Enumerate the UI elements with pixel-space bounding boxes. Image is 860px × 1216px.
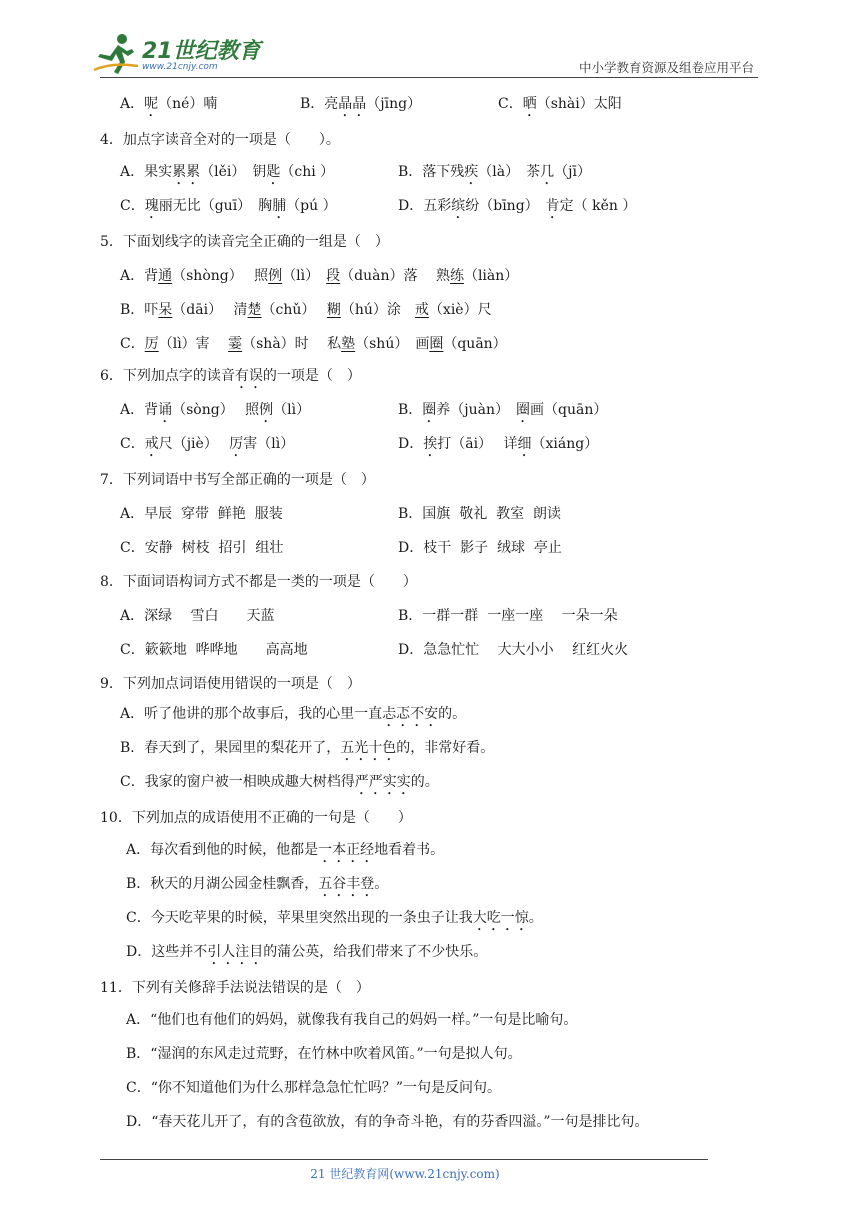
text-segment: B．落下残 — [398, 164, 465, 180]
text-line — [120, 197, 337, 222]
text-segment: A．果实 — [120, 164, 173, 180]
dotted-emphasis-text: 诵 — [158, 402, 173, 418]
dotted-emphasis-text: 缤 — [451, 198, 466, 214]
underlined-text: 糊 — [326, 302, 341, 318]
text-segment: C．簌簌地 哗哗地 高高地 — [120, 642, 308, 658]
dotted-emphasis-text: 晒 — [522, 96, 537, 112]
text-segment: 定（ kěn ） — [559, 198, 637, 214]
text-line — [126, 1045, 522, 1063]
text-segment: 尺（jiè） — [158, 436, 230, 452]
text-line — [126, 841, 444, 866]
text-line — [120, 739, 494, 764]
text-segment: 。 — [374, 876, 389, 892]
text-segment: D．这些并不 — [126, 944, 208, 960]
text-line — [398, 641, 628, 659]
text-line — [120, 267, 518, 285]
text-line — [120, 773, 439, 798]
text-segment: A．每次看到他的时候，他都是 — [126, 842, 319, 858]
text-line — [126, 909, 543, 934]
text-line — [120, 95, 217, 120]
text-segment: C．“你不知道他们为什么那样急急忙忙吗？”一句是反问句。 — [126, 1080, 502, 1096]
text-segment: （chi ） — [280, 164, 335, 180]
text-segment: D． — [398, 436, 424, 452]
text-segment: （lì）害 — [158, 336, 229, 352]
platform-title: 中小学教育资源及组卷应用平台 — [578, 60, 754, 75]
text-line — [120, 401, 310, 426]
text-line — [120, 539, 283, 557]
underlined-text: 例 — [268, 268, 283, 284]
dotted-emphasis-text: 瑰 — [144, 198, 159, 214]
text-segment: （sòng） 照 — [172, 402, 260, 418]
text-segment: A．“他们也有他们的妈妈，就像我有我自己的妈妈一样。”一句是比喻句。 — [126, 1012, 578, 1028]
underlined-text: 通 — [158, 268, 173, 284]
dotted-emphasis-text: 肯 — [545, 198, 560, 214]
text-segment: （dāi） 清 — [172, 302, 248, 318]
text-segment: 的蒲公英，给我们带来了不少快乐。 — [263, 944, 488, 960]
dotted-emphasis-text: 大吃一惊 — [472, 910, 529, 926]
text-line — [120, 435, 294, 460]
runner-logo-icon — [92, 32, 140, 76]
text-line — [126, 1011, 577, 1029]
text-segment: 11．下列有关修辞手法说法错误的是（ ） — [100, 980, 370, 996]
text-segment: A．背 — [120, 268, 159, 284]
text-segment: C． — [120, 436, 145, 452]
text-line — [100, 367, 361, 392]
dotted-emphasis-text: 引人注目 — [207, 944, 264, 960]
text-segment: （chǔ） — [261, 302, 327, 318]
text-segment: （lì） — [282, 268, 327, 284]
text-line — [398, 197, 636, 222]
text-segment: 打（āi） 详 — [437, 436, 518, 452]
text-segment: 纷（bīng） — [465, 198, 546, 214]
page-footer — [0, 1165, 860, 1182]
dotted-emphasis-text: 严严实实 — [354, 774, 411, 790]
text-segment: 害（lì） — [243, 436, 295, 452]
text-segment: （là） 茶 — [478, 164, 541, 180]
underlined-text: 练 — [449, 268, 464, 284]
text-segment: （shòng） 照 — [172, 268, 269, 284]
text-segment: （lěi） 钥 — [200, 164, 267, 180]
text-segment: 。 — [528, 910, 543, 926]
text-segment: （shú） 画 — [355, 336, 430, 352]
text-line — [126, 1113, 649, 1131]
text-line — [100, 471, 375, 489]
text-segment: A．深绿 雪白 天蓝 — [120, 608, 275, 624]
text-segment: （quān） — [443, 336, 507, 352]
underlined-text: 塾 — [341, 336, 356, 352]
text-segment: 丽无比（guī） 胸 — [158, 198, 273, 214]
text-segment: B．吓 — [120, 302, 159, 318]
text-segment: B．亮 — [300, 96, 339, 112]
text-segment: （lì） — [273, 402, 311, 418]
dotted-emphasis-text: 戒 — [144, 436, 159, 452]
text-segment: B．“湿润的东风走过荒野，在竹林中吹着风笛。”一句是拟人句。 — [126, 1046, 522, 1062]
underlined-text: 圈 — [429, 336, 444, 352]
text-segment: C．我家的窗户被一相映成趣大树档得 — [120, 774, 355, 790]
text-line — [100, 675, 361, 693]
text-segment: （jīng） — [366, 96, 422, 112]
text-line — [100, 809, 412, 827]
text-segment: D．急急忙忙 大大小小 红红火火 — [398, 642, 629, 658]
text-line — [120, 163, 334, 188]
text-line — [498, 95, 622, 120]
text-segment: （pú ） — [286, 198, 337, 214]
dotted-emphasis-text: 晶晶 — [338, 96, 367, 112]
text-segment: （shài）太阳 — [536, 96, 622, 112]
dotted-emphasis-text: 挨 — [423, 436, 438, 452]
underlined-text: 呆 — [158, 302, 173, 318]
text-segment: D．“春天花儿开了，有的含苞欲放，有的争奇斗艳，有的芬香四溢。”一句是排比句。 — [126, 1114, 649, 1130]
text-line — [120, 335, 507, 353]
footer-text: 21 世纪教育网(www.21cnjy.com) — [310, 1167, 500, 1181]
dotted-emphasis-text: 五谷丰登 — [318, 876, 375, 892]
text-segment: （né）喃 — [158, 96, 218, 112]
text-line — [120, 301, 492, 319]
text-segment: B．一群一群 一座一座 一朵一朵 — [398, 608, 618, 624]
text-segment: （xiè）尺 — [428, 302, 492, 318]
text-segment: B．国旗 敬礼 教室 朗读 — [398, 506, 561, 522]
text-line — [100, 131, 340, 149]
text-segment: C． — [120, 198, 145, 214]
text-segment: B．秋天的月湖公园金桂飘香， — [126, 876, 319, 892]
text-segment: A．早辰 穿带 鲜艳 服装 — [120, 506, 283, 522]
text-segment: 的一项是（ ） — [262, 368, 361, 384]
text-segment: 7．下列词语中书写全部正确的一项是（ ） — [100, 472, 375, 488]
text-segment: 的。 — [438, 706, 467, 722]
text-segment: C． — [120, 336, 145, 352]
text-line — [100, 573, 417, 591]
text-segment: （jī） — [554, 164, 591, 180]
dotted-emphasis-text: 疾 — [464, 164, 479, 180]
dotted-emphasis-text: 圈 — [422, 402, 437, 418]
dotted-emphasis-text: 脯 — [272, 198, 287, 214]
text-segment: A． — [120, 96, 145, 112]
dotted-emphasis-text: 几 — [540, 164, 555, 180]
dotted-emphasis-text: 有误 — [234, 368, 263, 384]
dotted-emphasis-text: 例 — [259, 402, 274, 418]
text-line — [126, 875, 388, 900]
dotted-emphasis-text: 匙 — [266, 164, 281, 180]
text-line — [120, 607, 275, 625]
dotted-emphasis-text: 一本正经 — [318, 842, 375, 858]
text-line — [398, 435, 598, 460]
logo-url: www.21cnjy.com — [142, 62, 218, 72]
text-line — [126, 1079, 501, 1097]
text-segment: C． — [498, 96, 523, 112]
text-segment: （duàn）落 熟 — [340, 268, 450, 284]
site-logo — [92, 32, 262, 80]
text-line — [398, 539, 562, 557]
dotted-emphasis-text: 呢 — [144, 96, 159, 112]
text-line — [398, 505, 561, 523]
text-line — [120, 641, 308, 659]
text-line — [100, 233, 389, 251]
text-segment: 的，非常好看。 — [396, 740, 495, 756]
underlined-text: 厉 — [144, 336, 159, 352]
page-header — [0, 0, 860, 80]
text-line — [126, 943, 487, 968]
text-segment: （hú）涂 — [340, 302, 415, 318]
underlined-text: 霎 — [228, 336, 243, 352]
text-line — [120, 505, 283, 523]
text-segment: （xiáng） — [531, 436, 599, 452]
text-line — [398, 607, 618, 625]
text-segment: （shà）时 私 — [242, 336, 342, 352]
dotted-emphasis-text: 厉 — [229, 436, 244, 452]
text-segment: 养（juàn） — [436, 402, 517, 418]
underlined-text: 戒 — [414, 302, 429, 318]
dotted-emphasis-text: 五光十色 — [340, 740, 397, 756]
text-segment: C．安静 树枝 招引 组壮 — [120, 540, 284, 556]
text-segment: 地看着书。 — [374, 842, 445, 858]
text-segment: 9．下列加点词语使用错误的一项是（ ） — [100, 676, 361, 692]
dotted-emphasis-text: 忐忑不安 — [382, 706, 439, 722]
text-line — [398, 163, 591, 188]
text-segment: 的。 — [410, 774, 439, 790]
text-segment: D．枝干 影子 绒球 亭止 — [398, 540, 562, 556]
text-segment: 画（quān） — [530, 402, 608, 418]
text-segment: 6．下列加点字的读音 — [100, 368, 235, 384]
underlined-text: 段 — [326, 268, 341, 284]
text-line — [300, 95, 421, 120]
text-line — [398, 401, 607, 426]
text-segment: （liàn） — [463, 268, 519, 284]
text-line — [120, 705, 466, 730]
text-line — [100, 979, 370, 997]
text-segment: A．听了他讲的那个故事后，我的心里一直 — [120, 706, 383, 722]
text-segment: B．春天到了，果园里的梨花开了， — [120, 740, 341, 756]
dotted-emphasis-text: 圈 — [516, 402, 531, 418]
text-segment: B． — [398, 402, 423, 418]
underlined-text: 楚 — [247, 302, 262, 318]
text-segment: 8．下面词语构词方式不都是一类的一项是（ ） — [100, 574, 417, 590]
text-segment: D．五彩 — [398, 198, 452, 214]
text-segment: 4．加点字读音全对的一项是（ ）。 — [100, 132, 340, 148]
text-segment: 10．下列加点的成语使用不正确的一句是（ ） — [100, 810, 412, 826]
text-segment: C．今天吃苹果的时候，苹果里突然出现的一条虫子让我 — [126, 910, 473, 926]
logo-wordmark: 21世纪教育 — [142, 39, 261, 64]
text-segment: 5．下面划线字的读音完全正确的一组是（ ） — [100, 234, 389, 250]
text-segment: A．背 — [120, 402, 159, 418]
footer-divider — [100, 1159, 708, 1160]
header-divider — [100, 77, 758, 78]
dotted-emphasis-text: 累累 — [172, 164, 201, 180]
dotted-emphasis-text: 细 — [517, 436, 532, 452]
